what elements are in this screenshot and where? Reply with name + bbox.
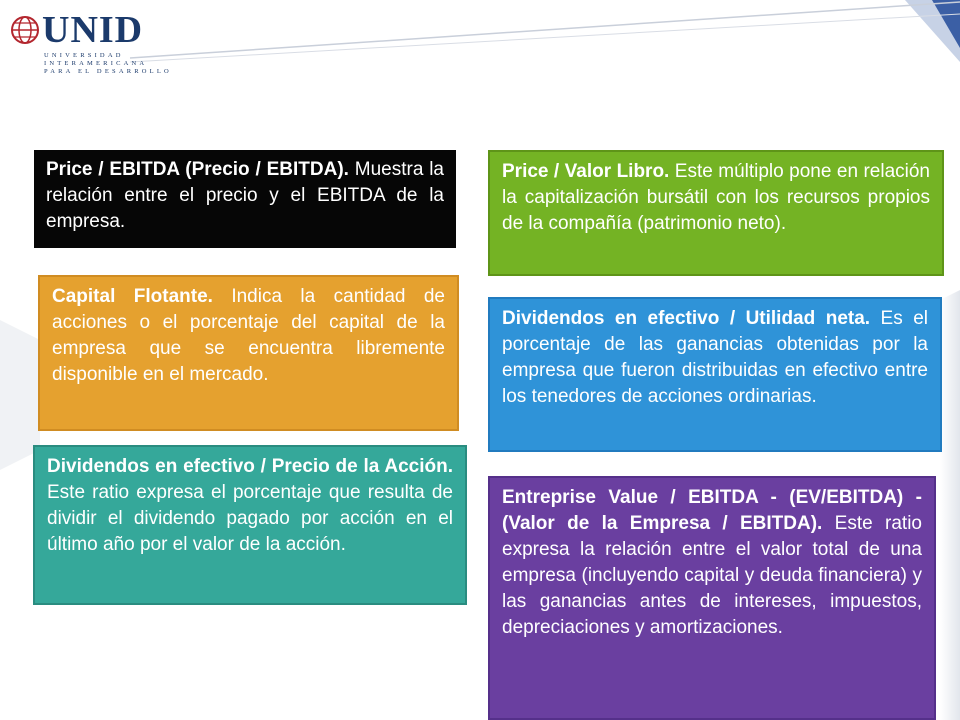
price-ebitda-text: Muestra la relación entre el precio y el EBITDA de la empresa. <box>46 159 444 232</box>
dividends-price-text: Este ratio expresa el porcentaje que resulta de dividir el dividendo pagado por acción en el último año por el valor de la acción. <box>47 482 453 555</box>
floating-capital-title: Capital Flotante. <box>52 286 213 307</box>
logo-subtitle-line1: UNIVERSIDAD <box>44 52 124 59</box>
globe-icon <box>10 14 40 48</box>
dividends-net-income-title: Dividendos en efectivo / Utilidad neta. <box>502 308 871 329</box>
dividends-price-title: Dividendos en efectivo / Precio de la Acción. <box>47 456 453 477</box>
dividends-price-box <box>33 445 467 605</box>
ev-ebitda-title: Entreprise Value / EBITDA - (EV/EBITDA) - (Valor de la Empresa / EBITDA). <box>502 487 922 534</box>
logo-subtitle-line2: INTERAMERICANA <box>44 60 148 67</box>
dividends-net-income-box <box>488 297 942 452</box>
price-book-box <box>488 150 944 276</box>
ev-ebitda-text: Este ratio expresa la relación entre el valor total de una empresa (incluyendo capital y deuda financiera) y las ganancias antes de intereses, impuestos, depreciaciones y amortizaciones. <box>502 513 922 638</box>
price-ebitda-title: Price / EBITDA (Precio / EBITDA). <box>46 159 349 180</box>
price-ebitda-box <box>34 150 456 248</box>
price-book-title: Price / Valor Libro. <box>502 161 670 182</box>
floating-capital-text: Indica la cantidad de acciones o el porcentaje del capital de la empresa que se encuentra libremente disponible en el mercado. <box>52 286 445 385</box>
floating-capital-box <box>38 275 459 431</box>
logo-subtitle <box>44 52 172 76</box>
dividends-net-income-text: Es el porcentaje de las ganancias obtenidas por la empresa que fueron distribuidas en efectivo entre los tenedores de acciones ordinarias. <box>502 308 928 407</box>
logo-wordmark: UNID <box>42 9 144 51</box>
ev-ebitda-box <box>488 476 936 720</box>
price-book-text: Este múltiplo pone en relación la capitalización bursátil con los recursos propios de la compañía (patrimonio neto). <box>502 161 930 234</box>
logo-subtitle-line3: PARA EL DESARROLLO <box>44 68 172 75</box>
